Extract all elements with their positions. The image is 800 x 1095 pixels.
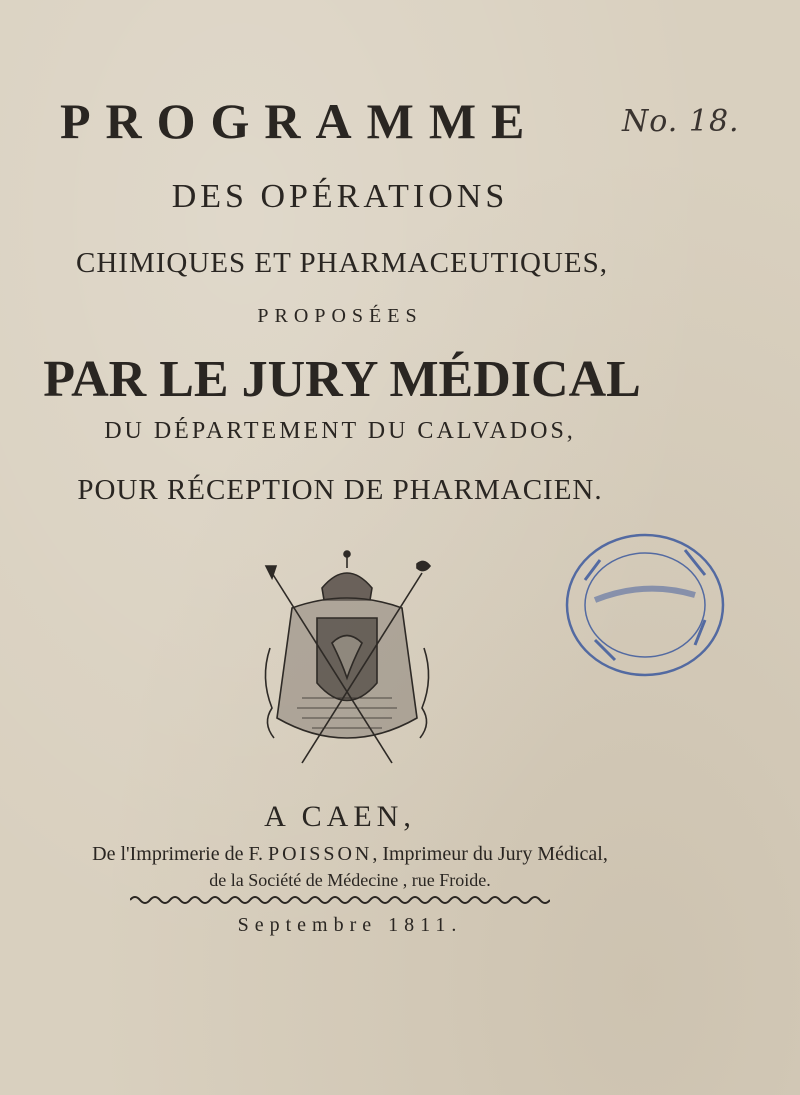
page-title: PROGRAMME [60,93,540,149]
library-stamp-icon [555,520,735,690]
imprint-city: A CAEN, [264,800,416,833]
printer-name: POISSON [267,843,373,865]
manuscript-number: No. 18. [622,104,740,139]
subtitle-chemical: CHIMIQUES ET PHARMACEUTIQUES, [76,247,608,279]
imprint-date: Septembre 1811. [237,914,463,936]
imperial-coat-of-arms-icon [252,548,442,768]
imprint-society: de la Société de Médecine , rue Froide. [209,870,491,890]
subtitle-proposed: PROPOSÉES [257,305,423,327]
printer-suffix: , Imprimeur du Jury Médical, [372,843,608,865]
subtitle-department: DU DÉPARTEMENT DU CALVADOS, [104,418,576,444]
subtitle-reception: POUR RÉCEPTION DE PHARMACIEN. [77,474,603,506]
ornament-divider [130,894,550,906]
printer-prefix: De l'Imprimerie de F. [92,843,263,865]
subtitle-jury: PAR LE JURY MÉDICAL [43,351,641,408]
subtitle-operations: DES OPÉRATIONS [171,178,509,215]
imprint-printer [40,843,660,866]
